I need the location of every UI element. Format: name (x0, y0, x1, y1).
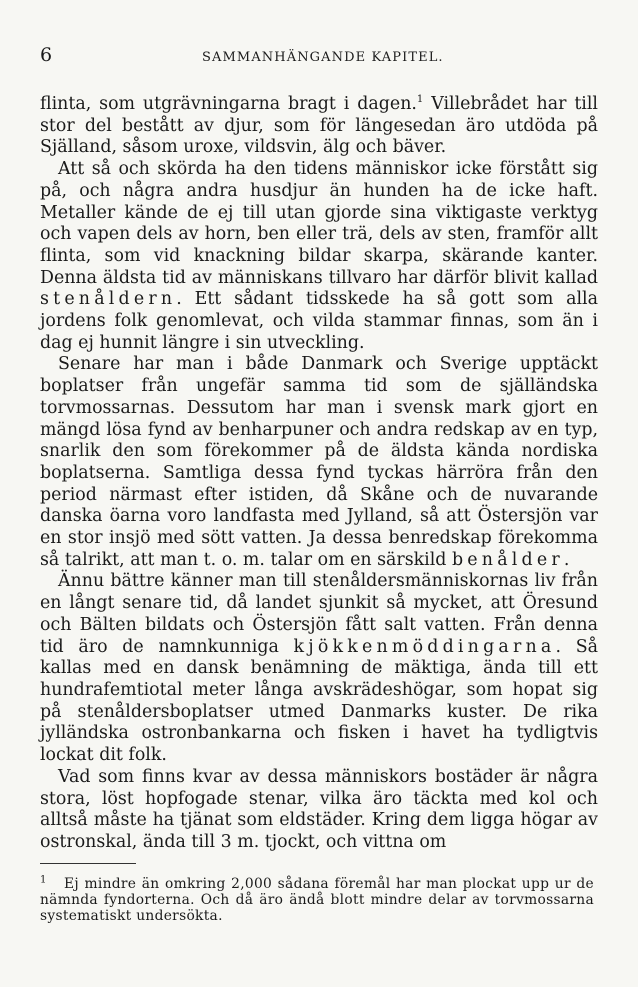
paragraph-2-text-b: . Ett sådant tidsskede ha så gott som alla jordens folk genomlevat, och vilda stammar finnas, som än i dag ej hunnit längre i sin utveckling. (40, 289, 598, 353)
footnote (40, 876, 594, 924)
page-header (40, 44, 598, 72)
term-benalder: benålder (451, 549, 564, 570)
term-kjokkenmoddingarna: kjökkenmöddingarna (293, 636, 556, 657)
paragraph-1-text-b: Villebrådet har till stor del bestått av djur, som för längesedan äro utdöda på Själland, såsom uroxe, vildsvin, älg och bäver. (40, 94, 598, 158)
book-page (40, 44, 598, 854)
running-head: SAMMANHÄNGANDE KAPITEL. (202, 50, 444, 65)
paragraph-1-text-a: flinta, som utgrävningarna bragt i dagen. (40, 94, 417, 114)
paragraph-4 (40, 571, 598, 766)
paragraph-3-text-b: . (563, 549, 570, 570)
footnote-mark: 1 (40, 874, 47, 886)
paragraph-2 (40, 159, 598, 354)
footnote-reference: 1 (416, 94, 424, 106)
paragraph-3 (40, 354, 598, 571)
term-stenaldern: stenåldern (40, 289, 177, 310)
paragraph-4-text-b: . Så kallas med en dansk benämning de mäktiga, ända till ett hundrafemtiotal meter långa avskrädeshögar, som hopat sig på stenåldersboplatser utmed Danmarks kuster. De rika jylländska ostronbankarna och fisken i havet ha tydligtvis lockat dit folk. (40, 636, 598, 766)
paragraph-1 (40, 94, 598, 159)
paragraph-2-text-a: Att så och skörda ha den tidens människor icke förstått sig på, och några andra husdjur än hunden ha de icke haft. Metaller kände de ej till utan gjorde sina viktigaste verktyg och vapen dels av horn, ben eller trä, dels av sten, framför allt flinta, som vid knackning bildar skarpa, skärande kanter. Denna äldsta tid av människans tillvaro har därför blivit kallad (40, 159, 598, 288)
page-number: 6 (40, 44, 53, 66)
paragraph-5: Vad som finns kvar av dessa människors bostäder är några stora, löst hopfogade stenar, vilka äro täckta med kol och alltså måste ha tjänat som eldstäder. Kring dem ligga högar av ostronskal, ända till 3 m. tjockt, och vittna om (40, 766, 598, 852)
paragraph-3-text-a: Senare har man i både Danmark och Sverige upptäckt boplatser från ungefär samma tid som de själländska torvmossarnas. Dessutom har man i svensk mark gjort en mängd lösa fynd av benharpuner och andra redskap av en typ, snarlik den som förekommer på de äldsta kända nordiska boplatserna. Samtliga dessa fynd tyckas härröra från den period närmast efter istiden, då Skåne och de nuvarande danska öarna voro landfasta med Jylland, så att Östersjön var en stor insjö med sött vatten. Ja dessa benredskap förekomma så talrikt, att man t. o. m. talar om en särskild (40, 354, 598, 570)
body-text (40, 94, 598, 854)
footnote-divider (40, 863, 136, 864)
paragraph-4-text-a: Ännu bättre känner man till stenåldersmänniskornas liv från en långt senare tid, då landet sjunkit så mycket, att Öresund och Bälten bildats och Östersjön fått salt vatten. Från denna tid äro de namnkunniga (40, 571, 598, 657)
footnote-text: Ej mindre än omkring 2,000 sådana föremål har man plockat upp ur de nämnda fyndorterna. Och då äro ändå blott mindre delar av torvmossarna systematiskt undersökta. (40, 876, 594, 924)
